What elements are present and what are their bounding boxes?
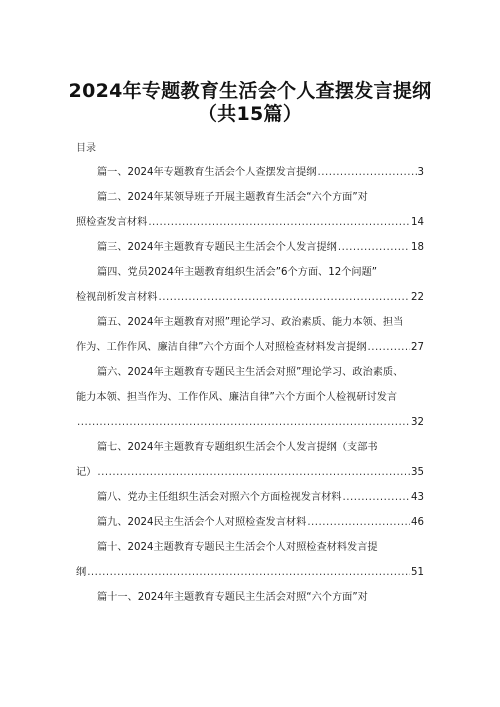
toc-dot-leader — [343, 485, 411, 510]
toc-entry[interactable] — [76, 510, 424, 535]
toc-page-number: 35 — [411, 467, 424, 478]
toc-entry-text: 篇二、2024年某领导班子开展主题教育生活会“六个方面”对 — [97, 192, 368, 203]
toc-page-number: 27 — [411, 342, 424, 353]
toc-entry[interactable] — [76, 235, 424, 260]
toc-entry-text: 篇七、2024年主题教育专题组织生活会个人发言提纲（支部书 — [97, 442, 378, 453]
toc-entry[interactable] — [76, 260, 424, 310]
toc-entry-line — [76, 235, 424, 260]
toc-entry-text: 纲 — [76, 567, 87, 578]
document-subtitle: （共15篇） — [197, 103, 303, 125]
toc-entry-text: 篇十一、2024年主题教育专题民主生活会对照“六个方面”对 — [97, 592, 368, 603]
toc-page-number: 43 — [411, 492, 424, 503]
toc-entry-line — [76, 460, 424, 485]
toc-entry[interactable] — [76, 535, 424, 585]
toc-dot-leader — [318, 160, 417, 185]
toc-entry[interactable] — [76, 160, 424, 185]
toc-entry-text: 篇一、2024年专题教育生活会个人查摆发言提纲 — [97, 167, 317, 178]
toc-entry[interactable] — [76, 585, 424, 610]
toc-entry-line — [76, 535, 424, 560]
toc-entry-line — [76, 360, 424, 385]
toc-dot-leader — [159, 285, 411, 310]
toc-dot-leader — [148, 210, 410, 235]
toc-entry-line — [76, 560, 424, 585]
toc-entry-text: 记） — [76, 467, 97, 478]
toc-entry[interactable] — [76, 435, 424, 485]
toc-entry-line — [76, 485, 424, 510]
toc-entry-text: 篇九、2024民主生活会个人对照检查发言材料 — [97, 517, 307, 528]
document-title: 2024年专题教育生活会个人查摆发言提纲 — [68, 80, 432, 102]
toc-entry-line — [76, 285, 424, 310]
toc-page-number: 46 — [411, 517, 424, 528]
toc-entry-text: 篇八、党办主任组织生活会对照六个方面检视发言材料 — [97, 492, 342, 503]
toc-page-number: 51 — [411, 567, 424, 578]
toc-page-number: 3 — [417, 167, 424, 178]
toc-entry-line — [76, 410, 424, 435]
toc-entry-line — [76, 435, 424, 460]
toc-entry-line — [76, 385, 424, 410]
table-of-contents — [76, 160, 424, 610]
toc-entry-text: 篇四、党员2024年主题教育组织生活会”6个方面、12个问题” — [97, 267, 378, 278]
toc-entry-text: 作为、工作作风、廉洁自律”六个方面个人对照检查材料发言提纲 — [76, 342, 367, 353]
toc-dot-leader — [87, 560, 410, 585]
toc-entry[interactable] — [76, 310, 424, 360]
toc-entry-text: 能力本领、担当作为、工作作风、廉洁自律”六个方面个人检视研讨发言 — [76, 392, 398, 403]
toc-page-number: 18 — [411, 242, 424, 253]
toc-dot-leader — [97, 460, 410, 485]
toc-entry-text: 篇三、2024年主题教育专题民主生活会个人发言提纲 — [97, 242, 337, 253]
toc-entry[interactable] — [76, 185, 424, 235]
toc-entry-line — [76, 210, 424, 235]
toc-dot-leader — [307, 510, 410, 535]
toc-entry[interactable] — [76, 360, 424, 435]
toc-entry-text: 篇六、2024年主题教育专题民主生活会对照”理论学习、政治素质、 — [97, 367, 404, 378]
toc-heading: 目录 — [76, 143, 96, 154]
toc-entry-line — [76, 160, 424, 185]
toc-page-number: 32 — [411, 417, 424, 428]
toc-entry-text: 照检查发言材料 — [76, 217, 148, 228]
toc-dot-leader — [338, 235, 410, 260]
toc-page-number: 14 — [411, 217, 424, 228]
toc-entry-line — [76, 585, 424, 610]
toc-dot-leader — [77, 410, 410, 435]
toc-entry-text: 篇五、2024年主题教育对照”理论学习、政治素质、能力本领、担当 — [97, 317, 404, 328]
toc-entry-text: 篇十、2024主题教育专题民主生活会个人对照检查材料发言提 — [97, 542, 378, 553]
toc-entry[interactable] — [76, 485, 424, 510]
toc-entry-line — [76, 310, 424, 335]
toc-dot-leader — [368, 335, 411, 360]
toc-entry-line — [76, 510, 424, 535]
toc-entry-line — [76, 260, 424, 285]
toc-entry-line — [76, 335, 424, 360]
toc-page-number: 22 — [411, 292, 424, 303]
toc-entry-line — [76, 185, 424, 210]
toc-entry-text: 检视剖析发言材料 — [76, 292, 158, 303]
